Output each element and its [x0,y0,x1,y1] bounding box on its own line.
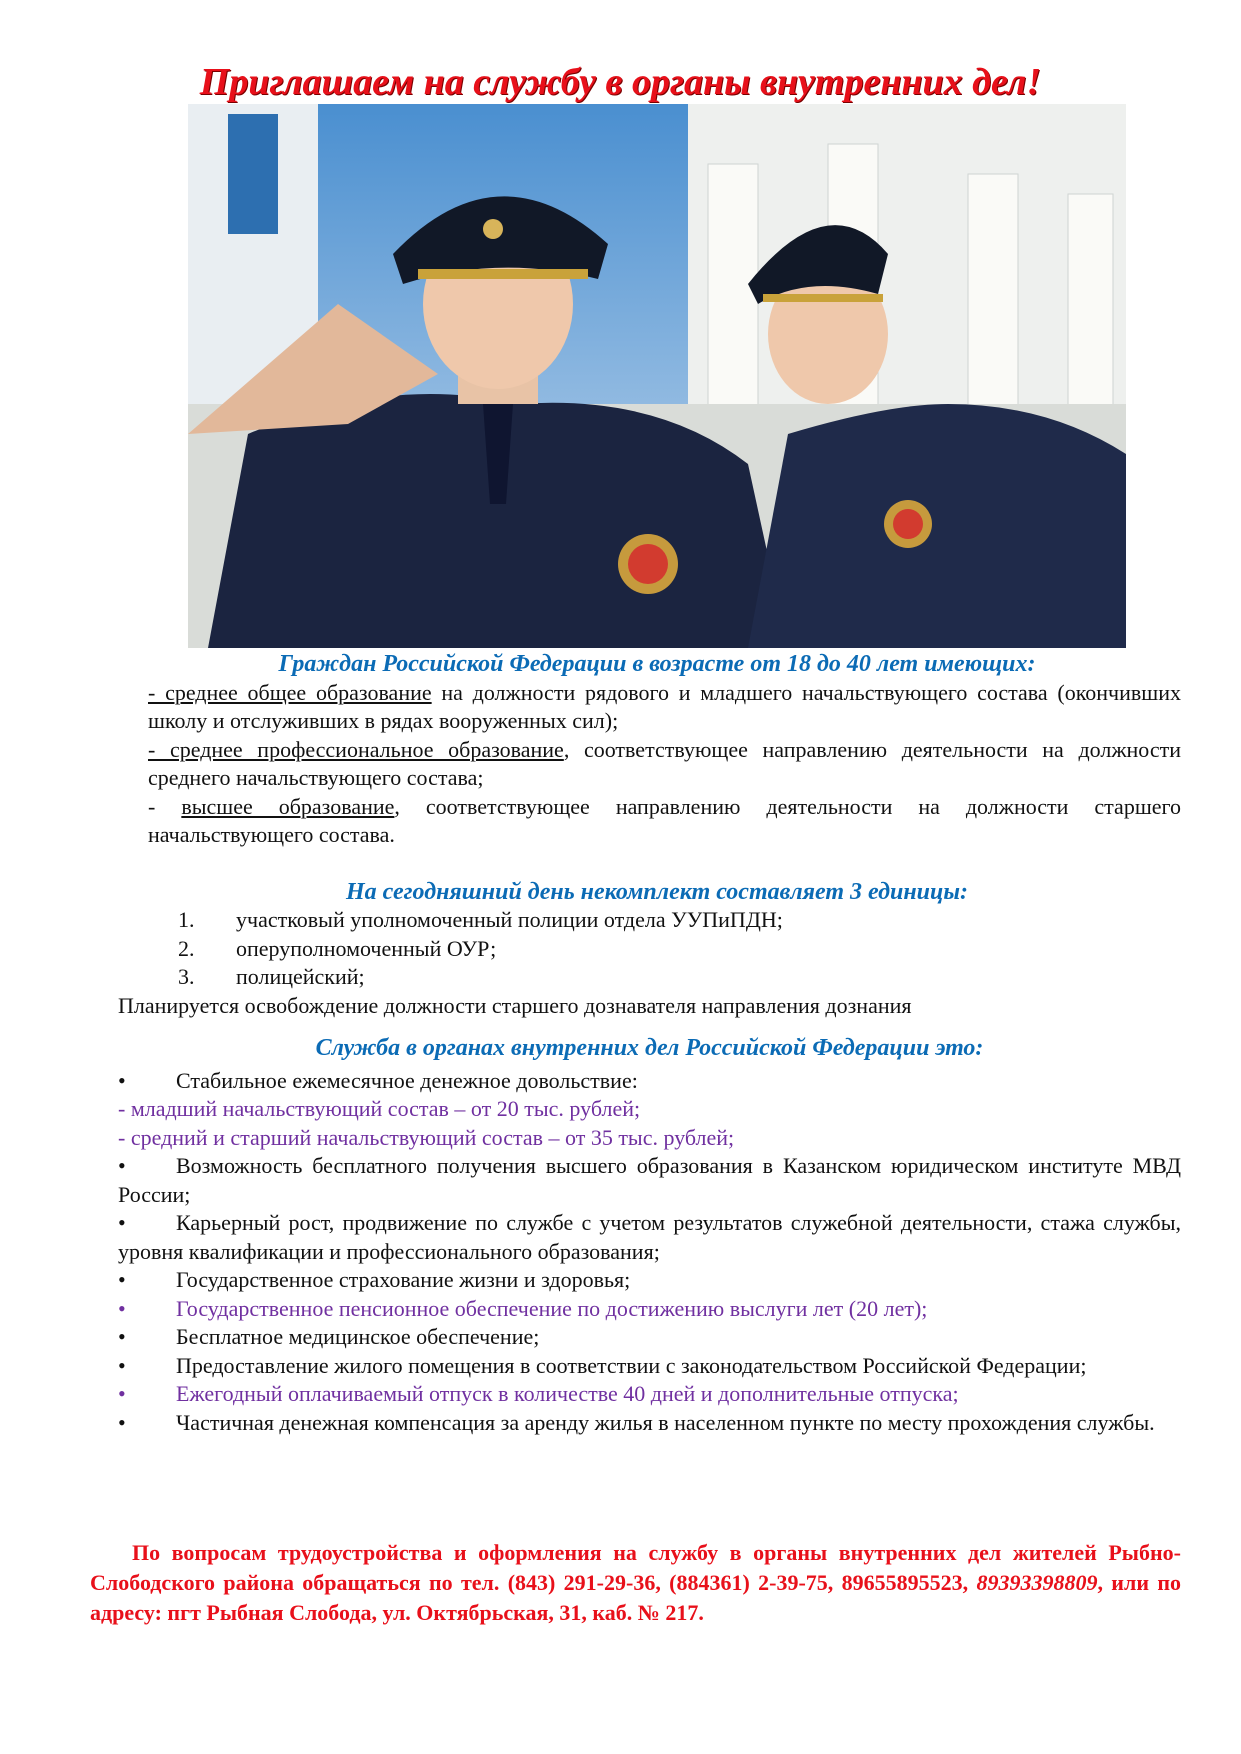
benefit-item [118,1409,1181,1438]
benefit-text: Государственное страхование жизни и здоровья; [176,1267,631,1292]
requirement-item [133,736,1181,793]
vacancy-text: участковый уполномоченный полиции отдела УУПиПДН; [236,907,783,932]
requirement-underlined: - среднее общее образование [148,679,432,705]
requirement-text: на должности рядового и младшего начальствующего состава (окончивших школу и отслуживших в рядах вооруженных сил); [148,679,1182,733]
vacancy-item [133,963,1181,992]
vacancy-number: 1. [178,907,195,932]
vacancy-text: оперуполномоченный ОУР; [236,935,497,961]
contact-address: , или по адресу: пгт Рыбная Слобода, ул. Октябрьская, 31, каб. № 217. [90,1570,1181,1625]
requirement-underlined: - среднее профессиональное образование [148,736,564,762]
requirement-prefix: - [148,793,182,819]
benefit-text: Предоставление жилого помещения в соответствии с законодательством Российской Федерации; [176,1352,1087,1378]
benefit-item [118,1266,1181,1295]
bullet-icon: • [118,1067,126,1093]
benefit-item [118,1067,1181,1096]
benefit-text: Стабильное ежемесячное денежное довольствие: [176,1067,638,1093]
benefits-heading: Служба в органах внутренних дел Российской Федерации это: [315,1035,984,1061]
benefit-item [118,1295,1181,1324]
contact-info [90,1538,1181,1628]
vacancy-number: 2. [178,935,195,961]
bullet-icon: • [118,1210,126,1235]
benefit-item [118,1209,1181,1266]
benefit-item [118,1380,1181,1409]
bullet-icon: • [118,1324,126,1349]
contact-text: По вопросам трудоустройства и оформления на службу в органы внутренних дел жителей Рыбно-Слободского района обращаться по тел. (843) 291-29-36, (884361) 2-39-75, 89655895523, [90,1540,1181,1595]
bullet-icon: • [118,1295,126,1321]
salary-junior: - младший начальствующий состав – от 20 тыс. рублей; [118,1096,641,1121]
requirement-item [133,679,1181,736]
page-title: Приглашаем на службу в органы внутренних дел! [199,61,1042,103]
vacancy-item [133,935,1181,964]
bullet-icon: • [118,1381,126,1406]
benefit-text: Бесплатное медицинское обеспечение; [176,1324,540,1349]
bullet-icon: • [118,1352,126,1378]
requirement-underlined: высшее образование [181,793,395,819]
benefit-text: Частичная денежная компенсация за аренду жилья в населенном пункте по месту прохождения службы. [176,1409,1155,1435]
vacancy-text: полицейский; [236,964,365,989]
bullet-icon: • [118,1153,126,1178]
benefit-text: Ежегодный оплачиваемый отпуск в количестве 40 дней и дополнительные отпуска; [176,1381,959,1406]
vacancy-item [133,906,1181,935]
salary-senior: - средний и старший начальствующий состав – от 35 тыс. рублей; [118,1124,735,1150]
police-officers-saluting-photo [188,104,1126,648]
requirement-text: , соответствующее направлению деятельности на должности старшего начальствующего состава. [148,793,1182,847]
requirements-heading: Граждан Российской Федерации в возрасте от 18 до 40 лет имеющих: [278,651,1036,677]
vacancies-heading: На сегодняшний день некомплект составляет 3 единицы: [346,878,968,905]
benefit-text: Возможность бесплатного получения высшего образования в Казанском юридическом институте МВД России; [118,1153,1181,1207]
benefit-text: Карьерный рост, продвижение по службе с учетом результатов служебной деятельности, стажа службы, уровня квалификации и профессионального образования; [118,1210,1181,1264]
contact-phone: 89393398809 [976,1570,1098,1595]
benefit-text: Государственное пенсионное обеспечение по достижению выслуги лет (20 лет); [176,1295,928,1321]
vacancy-number: 3. [178,964,195,989]
planned-vacancy-note: Планируется освобождение должности старшего дознавателя направления дознания [118,992,912,1018]
benefit-item [118,1152,1181,1209]
benefit-item [118,1352,1181,1381]
benefit-item [118,1323,1181,1352]
requirement-text: , соответствующее направлению деятельности на должности среднего начальствующего состава; [148,736,1182,790]
bullet-icon: • [118,1267,126,1292]
requirement-item [133,793,1181,850]
bullet-icon: • [118,1409,126,1435]
document-body [118,650,1182,1437]
